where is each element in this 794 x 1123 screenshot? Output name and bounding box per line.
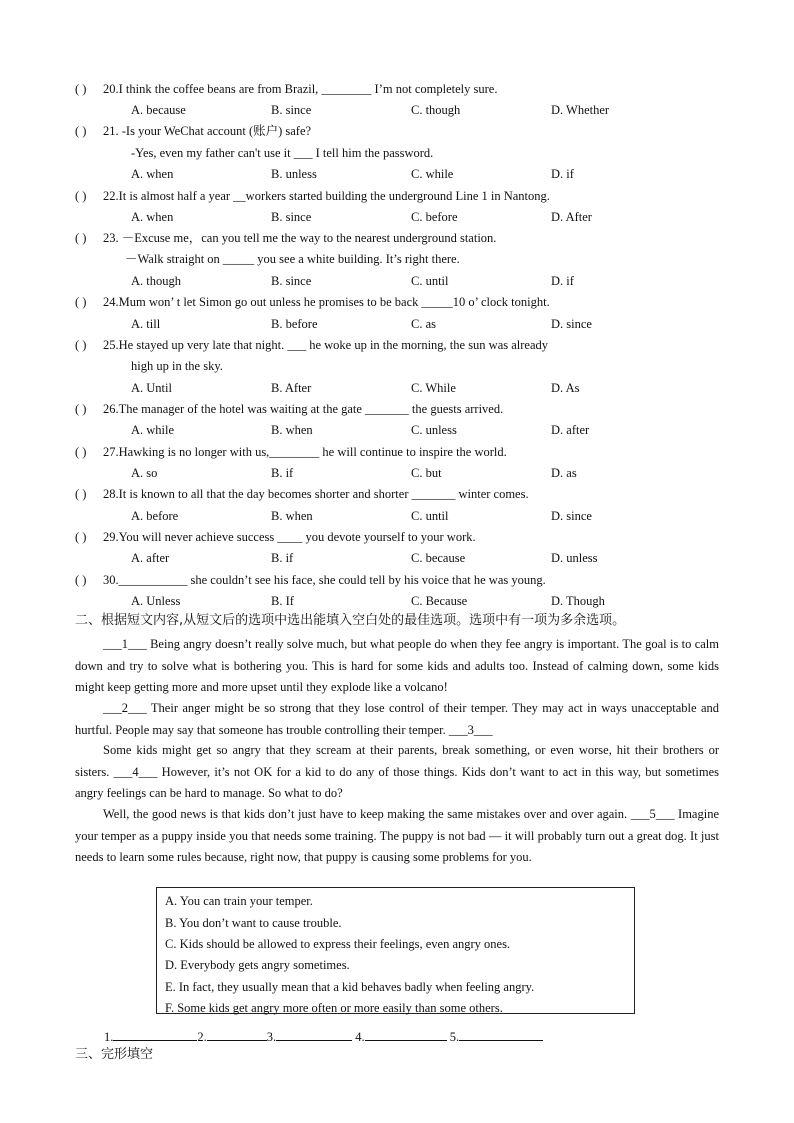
option-d: D. since: [551, 317, 592, 331]
question-number: 21.: [103, 124, 119, 138]
question-number: 29.: [103, 530, 119, 544]
answer-blank-4[interactable]: [365, 1028, 447, 1041]
option-c: C. While: [411, 381, 456, 395]
option-d: D. after: [551, 423, 590, 437]
question-stem-line2: -Yes, even my father can't use it ___ I tell him the password.: [131, 146, 434, 160]
question-number: 22.: [103, 189, 119, 203]
question-stem: Hawking is no longer with us,________ he will continue to inspire the world.: [118, 445, 507, 459]
answer-paren: ( ): [75, 295, 87, 309]
option-b: B. when: [271, 509, 313, 523]
option-b: B. since: [271, 274, 312, 288]
question-stem-line2: high up in the sky.: [131, 359, 223, 373]
option-a: A. because: [131, 103, 186, 117]
answer-paren: ( ): [75, 402, 87, 416]
option-c: C. because: [411, 551, 466, 565]
choice-c: C. Kids should be allowed to express their feelings, even angry ones.: [165, 937, 511, 951]
answer-paren: ( ): [75, 189, 87, 203]
question-number: 26.: [103, 402, 119, 416]
option-d: D. As: [551, 381, 580, 395]
option-a: A. when: [131, 167, 174, 181]
choice-a: A. You can train your temper.: [165, 894, 313, 908]
option-d: D. as: [551, 466, 577, 480]
question-number: 24.: [103, 295, 119, 309]
answer-paren: ( ): [75, 82, 87, 96]
option-b: B. when: [271, 423, 313, 437]
answer-label-5: 5.: [449, 1030, 460, 1044]
answer-blank-5[interactable]: [459, 1028, 543, 1041]
option-d: D. Whether: [551, 103, 610, 117]
question-26: [75, 401, 765, 417]
option-c: C. as: [411, 317, 436, 331]
question-27: [75, 444, 765, 460]
option-a: A. Until: [131, 381, 172, 395]
option-d: D. if: [551, 167, 574, 181]
answer-blank-2[interactable]: [207, 1028, 267, 1041]
question-number: 20.: [103, 82, 119, 96]
option-b: B. if: [271, 466, 294, 480]
question-21: [75, 123, 765, 139]
choice-d: D. Everybody gets angry sometimes.: [165, 958, 350, 972]
option-d: D. Though: [551, 594, 605, 608]
question-stem-line2: －Walk straight on _____ you see a white building. It’s right there.: [125, 252, 460, 266]
question-number: 27.: [103, 445, 119, 459]
question-stem: Mum won’ t let Simon go out unless he promises to be back _____10 o’ clock tonight.: [118, 295, 550, 309]
option-b: B. If: [271, 594, 294, 608]
answer-label-2: 2.: [197, 1030, 207, 1044]
answer-blank-3[interactable]: [276, 1028, 352, 1041]
answer-paren: ( ): [75, 445, 87, 459]
option-a: A. though: [131, 274, 181, 288]
option-a: A. before: [131, 509, 179, 523]
option-a: A. till: [131, 317, 161, 331]
option-c: C. until: [411, 509, 449, 523]
answer-paren: ( ): [75, 338, 87, 352]
question-22: [75, 188, 765, 204]
passage-paragraph-4: Well, the good news is that kids don’t just have to keep making the same mistakes over and over again. ___5___ Imagine your temper as a puppy inside you that needs some training. The puppy is not bad — it will probably turn out a great dog. It just needs to learn some rules because, right now, that puppy is causing some problems for you.: [75, 807, 719, 864]
section-2-title: 二、根据短文内容,从短文后的选项中选出能填入空白处的最佳选项。选项中有一项为多余选项。: [75, 613, 626, 628]
answer-paren: ( ): [75, 530, 87, 544]
passage-paragraph-2: ___2___ Their anger might be so strong that they lose control of their temper. They may act in ways unacceptable and hurtful. People may say that someone has trouble controlling their temper. ___3___: [75, 701, 719, 737]
answer-paren: ( ): [75, 573, 87, 587]
question-stem: ___________ she couldn’t see his face, she could tell by his voice that he was young.: [118, 573, 546, 587]
question-stem: It is almost half a year __workers started building the underground Line 1 in Nantong.: [118, 189, 550, 203]
option-b: B. since: [271, 103, 312, 117]
section-3-title: 三、完形填空: [75, 1047, 154, 1062]
option-a: A. after: [131, 551, 170, 565]
question-23: [75, 230, 765, 246]
option-c: C. but: [411, 466, 442, 480]
question-stem: You will never achieve success ____ you devote yourself to your work.: [118, 530, 476, 544]
option-a: A. Unless: [131, 594, 181, 608]
passage-paragraph-1: ___1___ Being angry doesn’t really solve much, but what people do when they fee angry is important. The goal is to calm down and try to solve what is bothering you. This is hard for some kids and adults too. Instead of calming down, some kids might keep getting more and more upset until they explode like a volcano!: [75, 637, 719, 694]
answer-blank-1[interactable]: [113, 1028, 197, 1041]
option-d: D. unless: [551, 551, 598, 565]
option-b: B. if: [271, 551, 294, 565]
question-stem: It is known to all that the day becomes shorter and shorter _______ winter comes.: [118, 487, 529, 501]
passage-paragraph-3: Some kids might get so angry that they scream at their parents, break something, or even worse, hit their brothers or sisters. ___4___ However, it’s not OK for a kid to do any of those things. Kids don’t want to act in this way, but sometimes angry feelings can be hard to manage. So what to do?: [75, 743, 719, 800]
answer-blanks: [104, 1028, 543, 1045]
option-c: C. unless: [411, 423, 457, 437]
question-20: [75, 81, 765, 97]
option-c: C. while: [411, 167, 454, 181]
choice-e: E. In fact, they usually mean that a kid behaves badly when feeling angry.: [165, 980, 535, 994]
option-a: A. so: [131, 466, 158, 480]
question-stem: He stayed up very late that night. ___ he woke up in the morning, the sun was already: [118, 338, 549, 352]
option-a: A. while: [131, 423, 175, 437]
question-number: 23.: [103, 231, 119, 245]
option-c: C. Because: [411, 594, 468, 608]
option-d: D. if: [551, 274, 574, 288]
question-stem: －Excuse me，can you tell me the way to the nearest underground station.: [118, 231, 497, 245]
question-30: [75, 572, 765, 588]
question-number: 25.: [103, 338, 119, 352]
option-d: D. After: [551, 210, 592, 224]
question-29: [75, 529, 765, 545]
option-c: C. until: [411, 274, 449, 288]
option-d: D. since: [551, 509, 592, 523]
option-a: A. when: [131, 210, 174, 224]
option-b: B. before: [271, 317, 318, 331]
question-28: [75, 486, 765, 502]
option-c: C. though: [411, 103, 461, 117]
choice-b: B. You don’t want to cause trouble.: [165, 916, 342, 930]
question-stem: -Is your WeChat account (账户) safe?: [118, 124, 312, 138]
question-stem: The manager of the hotel was waiting at the gate _______ the guests arrived.: [118, 402, 504, 416]
choices-box: [156, 887, 635, 1014]
question-stem: I think the coffee beans are from Brazil, ________ I’m not completely sure.: [118, 82, 498, 96]
option-b: B. unless: [271, 167, 317, 181]
answer-label-4: 4.: [355, 1030, 365, 1044]
option-b: B. since: [271, 210, 312, 224]
answer-label-3: 3.: [266, 1030, 277, 1044]
option-b: B. After: [271, 381, 312, 395]
answer-paren: ( ): [75, 124, 87, 138]
question-number: 30.: [103, 573, 119, 587]
answer-paren: ( ): [75, 231, 87, 245]
option-c: C. before: [411, 210, 458, 224]
answer-label-1: 1.: [104, 1030, 114, 1044]
answer-paren: ( ): [75, 487, 87, 501]
question-24: [75, 294, 765, 310]
question-25: [75, 337, 765, 353]
choice-f: F. Some kids get angry more often or more easily than some others.: [165, 1001, 503, 1015]
question-number: 28.: [103, 487, 119, 501]
